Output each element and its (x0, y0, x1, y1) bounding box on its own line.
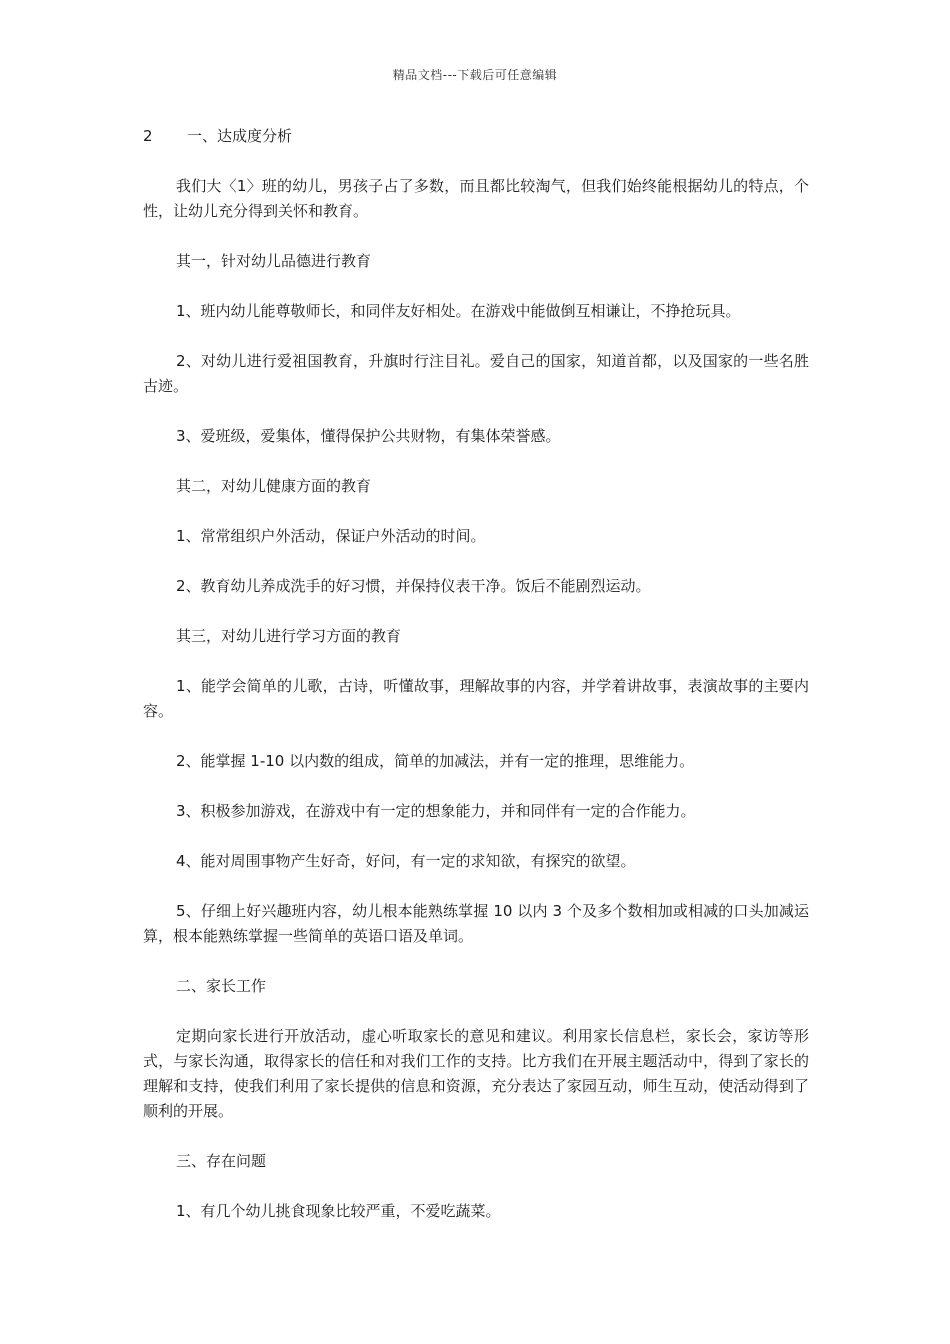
paragraph-intro: 我们大〈1〉班的幼儿，男孩子占了多数，而且都比较淘气，但我们始终能根据幼儿的特点，个性，让幼儿充分得到关怀和教育。 (143, 177, 809, 220)
list-item: 1、常常组织户外活动，保证户外活动的时间。 (176, 527, 486, 545)
section-heading (143, 124, 809, 149)
section-number: 2 (143, 127, 153, 145)
list-item: 3、爱班级，爱集体，懂得保护公共财物，有集体荣誉感。 (176, 427, 561, 445)
subheading-learning: 其三，对幼儿进行学习方面的教育 (176, 627, 402, 645)
document-body (143, 124, 809, 1249)
subheading-moral: 其一，针对幼儿品德进行教育 (176, 252, 372, 270)
list-item: 2、教育幼儿养成洗手的好习惯，并保持仪表干净。饭后不能剧烈运动。 (176, 577, 651, 595)
list-item: 1、班内幼儿能尊敬师长，和同伴友好相处。在游戏中能做倒互相谦让，不挣抢玩具。 (176, 302, 741, 320)
page-header: 精品文档---下载后可任意编辑 (392, 68, 558, 82)
subheading-health: 其二，对幼儿健康方面的教育 (176, 477, 372, 495)
list-item: 4、能对周围事物产生好奇，好问，有一定的求知欲，有探究的欲望。 (176, 852, 636, 870)
list-item: 3、积极参加游戏，在游戏中有一定的想象能力，并和同伴有一定的合作能力。 (176, 802, 696, 820)
section-heading-problems: 三、存在问题 (176, 1152, 267, 1170)
paragraph-parents: 定期向家长进行开放活动，虚心听取家长的意见和建议。利用家长信息栏，家长会，家访等形式，与家长沟通，取得家长的信任和对我们工作的支持。比方我们在开展主题活动中，得到了家长的理解和支持，使我们利用了家长提供的信息和资源，充分表达了家园互动，师生互动，使活动得到了顺利的开展。 (143, 1027, 809, 1120)
list-item: 1、能学会简单的儿歌，古诗，听懂故事，理解故事的内容，并学着讲故事，表演故事的主要内容。 (143, 677, 809, 720)
list-item: 2、对幼儿进行爱祖国教育，升旗时行注目礼。爱自己的国家，知道首都，以及国家的一些名胜古迹。 (143, 352, 809, 395)
list-item: 1、有几个幼儿挑食现象比较严重，不爱吃蔬菜。 (176, 1202, 501, 1220)
list-item: 2、能掌握 1-10 以内数的组成，简单的加减法，并有一定的推理，思维能力。 (176, 752, 695, 770)
section-heading-parents: 二、家长工作 (176, 977, 267, 995)
section-title: 一、达成度分析 (187, 127, 293, 145)
list-item: 5、仔细上好兴趣班内容，幼儿根本能熟练掌握 10 以内 3 个及多个数相加或相减的口头加减运算，根本能熟练掌握一些简单的英语口语及单词。 (143, 902, 809, 945)
